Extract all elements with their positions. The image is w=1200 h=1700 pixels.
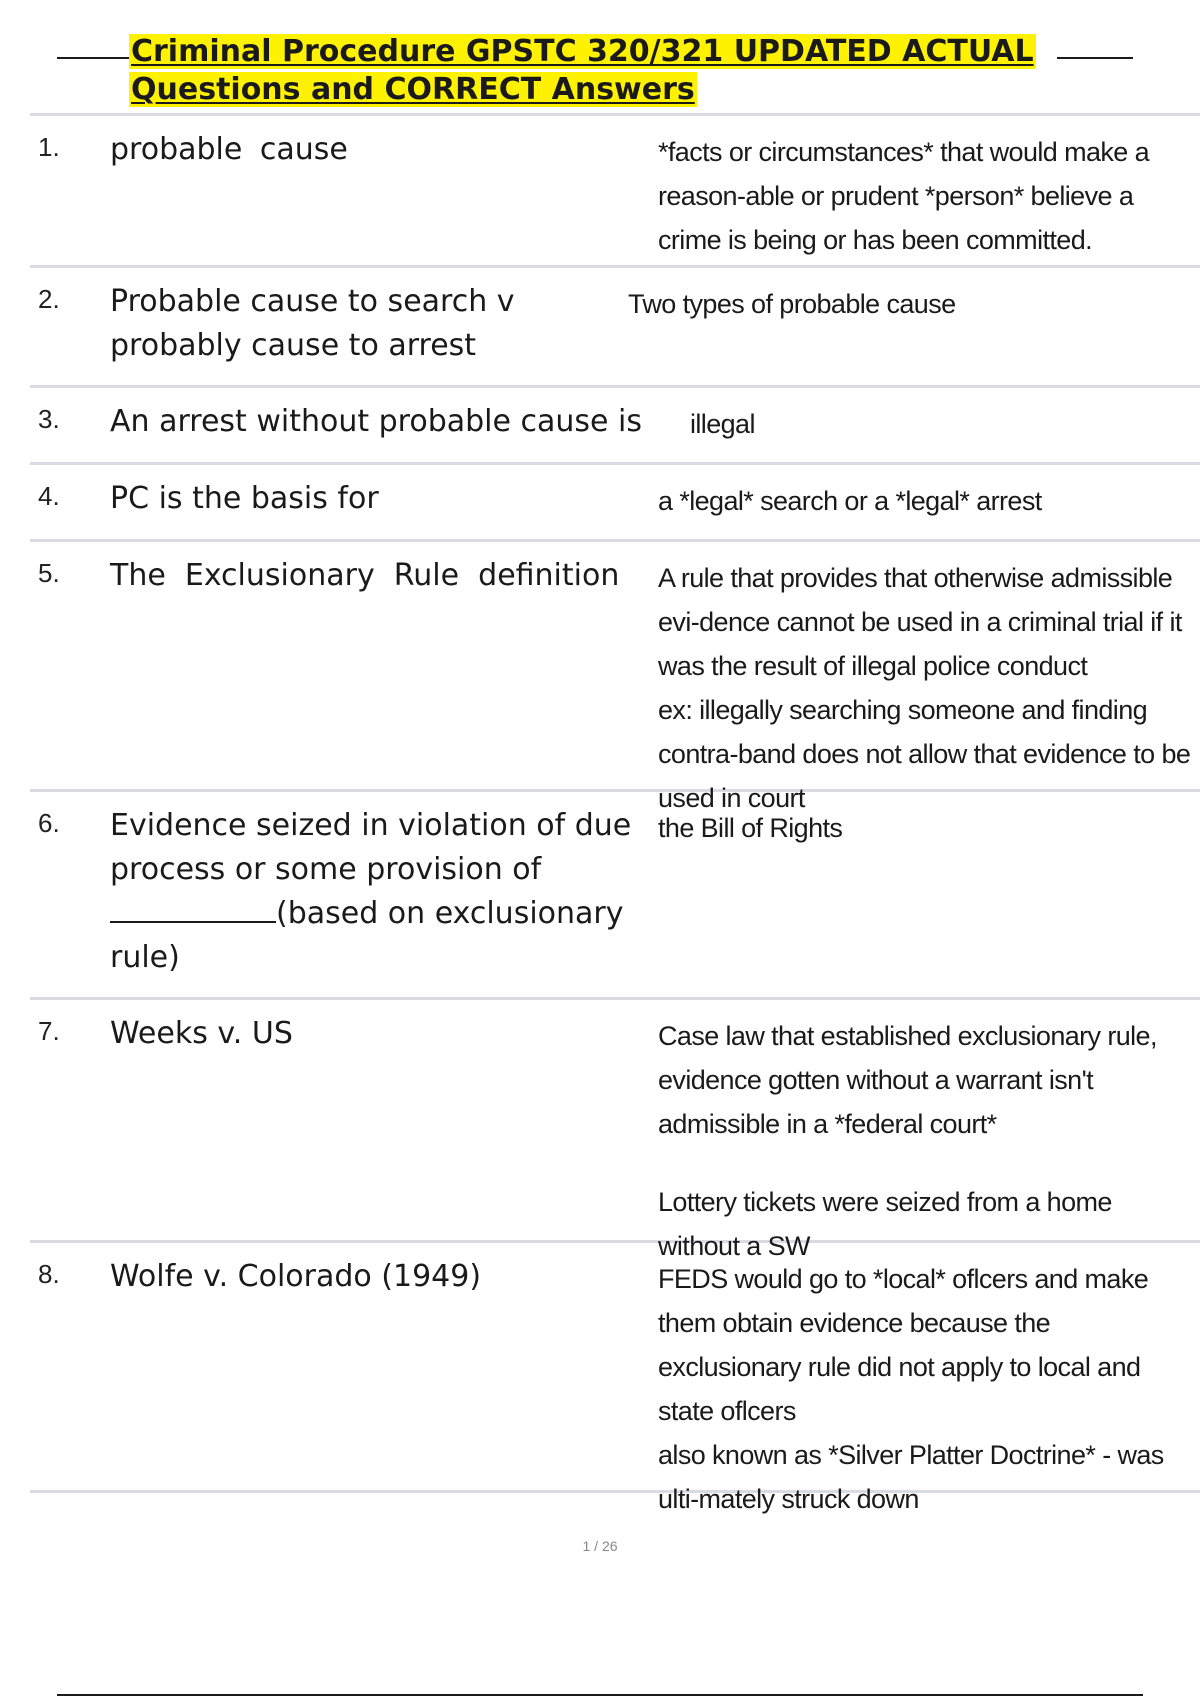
answer-paragraph: Case law that established exclusionary rule, evidence gotten without a warrant isn't admissible in a *federal court* [658,1021,1157,1139]
qa-row-5 [30,542,1200,813]
answer-paragraph: *facts or circumstances* that would make a reason-able or prudent *person* believe a crime is being or has been committed. [658,137,1150,255]
answer-paragraph: a *legal* search or a *legal* arrest [658,486,1042,516]
answer-text [628,268,1200,385]
item-number: 1. [38,132,60,162]
answer-text [658,792,1200,997]
answer-paragraph: illegal [690,409,755,439]
question-text-after-blank: (based on exclusionary rule) [110,896,624,975]
title-rule-left [57,57,129,59]
title-rule-right [1057,57,1133,59]
answer-paragraph: Lottery tickets were seized from a home without a SW [658,1187,1112,1261]
title-line-1: Criminal Procedure GPSTC 320/321 UPDATED ACTUAL [131,34,1034,69]
item-number: 6. [38,808,60,838]
answer-paragraph: A rule that provides that otherwise admissible evi-dence cannot be used in a criminal trial if it was the result of illegal police conduct [658,563,1182,681]
question-text: probable cause [110,132,348,167]
qa-row-4 [30,465,1200,542]
qa-row-2 [30,268,1200,388]
answer-text [690,388,1200,462]
answer-text [658,542,1200,813]
item-number: 5. [38,558,60,588]
question-text: Weeks v. US [110,1016,293,1051]
item-number: 3. [38,404,60,434]
answer-paragraph: Two types of probable cause [628,289,956,319]
question-text: Wolfe v. Colorado (1949) [110,1259,482,1294]
question-text-before-blank: Evidence seized in violation of due process or some provision of [110,808,632,887]
qa-row-8 [30,1243,1200,1514]
answer-paragraph: FEDS would go to *local* oflcers and make them obtain evidence because the exclusionary rule did not apply to local and state oflcers [658,1264,1149,1426]
answer-paragraph: the Bill of Rights [658,813,843,843]
page-indicator: 1 / 26 [582,1538,618,1554]
question-text [110,792,658,997]
qa-row-6 [30,792,1200,1000]
bottom-rule [57,1694,1143,1696]
answer-text [658,1000,1200,1261]
answer-text [658,116,1200,265]
question-text: Probable cause to search v probably cause to arrest [110,284,515,363]
item-number: 7. [38,1016,60,1046]
question-text: An arrest without probable cause is [110,404,642,439]
answer-paragraph: ex: illegally searching someone and finding contra-band does not allow that evidence to be used in court [658,695,1191,813]
answer-text [658,465,1200,539]
qa-row-3 [30,388,1200,465]
item-number: 8. [38,1259,60,1289]
answer-paragraph: also known as *Silver Platter Doctrine* - was ulti-mately struck down [658,1440,1164,1514]
document-title-block [57,33,1133,109]
question-text: PC is the basis for [110,481,379,516]
item-number: 4. [38,481,60,511]
qa-row-1 [30,116,1200,268]
title-line-2: Questions and CORRECT Answers [131,72,695,107]
answer-text [658,1243,1200,1514]
qa-row-7 [30,1000,1200,1261]
fill-in-blank [110,895,276,923]
item-number: 2. [38,284,60,314]
document-title [129,33,1049,109]
qa-table [30,113,1200,1514]
question-text: The Exclusionary Rule definition [110,558,620,593]
